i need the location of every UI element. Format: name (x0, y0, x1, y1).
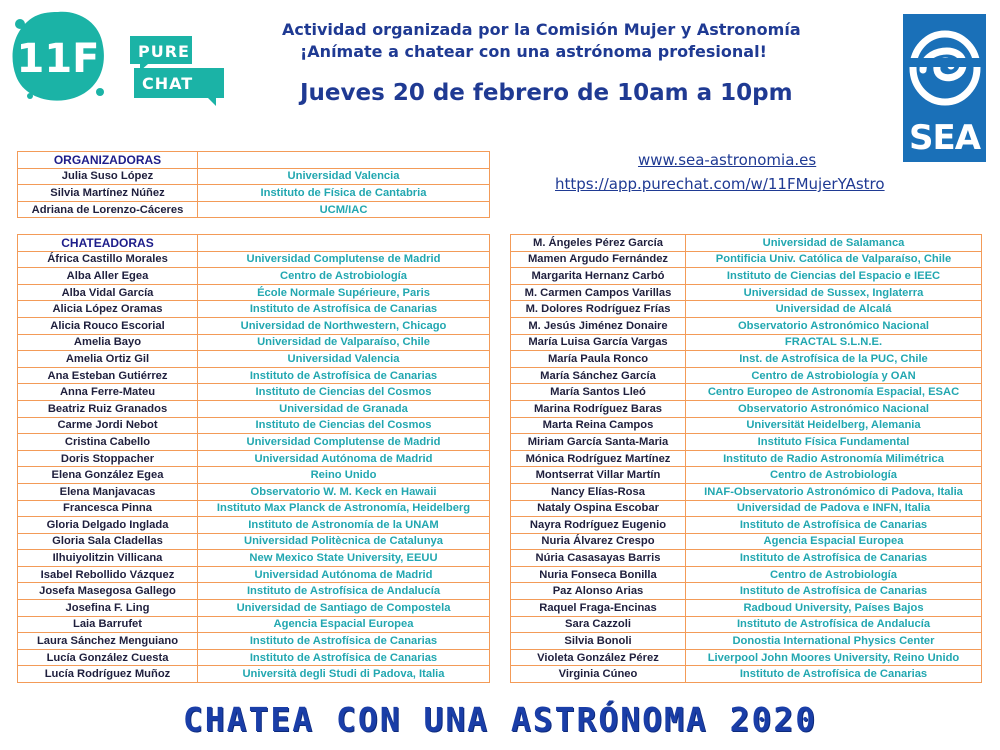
institution-name: Donostia International Physics Center (686, 633, 982, 650)
astronomer-name: Gloria Delgado Inglada (18, 517, 198, 534)
table-row (18, 450, 490, 467)
institution-name: Universidad de Padova e INFN, Italia (686, 500, 982, 517)
astronomer-name: Alicia López Oramas (18, 301, 198, 318)
institution-name: Instituto de Astrofísica de Andalucía (686, 616, 982, 633)
institution-name: Instituto de Astrofísica de Andalucía (198, 583, 490, 600)
institution-name: Instituto de Ciencias del Cosmos (198, 384, 490, 401)
astronomer-name: Mónica Rodríguez Martínez (511, 450, 686, 467)
table-row (511, 483, 982, 500)
organizadoras-table (17, 151, 490, 218)
astronomer-name: Nayra Rodríguez Eugenio (511, 517, 686, 534)
table-row (18, 284, 490, 301)
institution-name: Observatorio W. M. Keck en Hawaii (198, 483, 490, 500)
institution-name: Centro de Astrobiología y OAN (686, 367, 982, 384)
institution-name: Instituto de Ciencias del Cosmos (198, 417, 490, 434)
astronomer-name: Francesca Pinna (18, 500, 198, 517)
institution-name: Pontificia Univ. Católica de Valparaíso, Chile (686, 251, 982, 268)
event-date: Jueves 20 de febrero de 10am a 10pm (300, 80, 793, 106)
institution-name: INAF-Observatorio Astronómico di Padova, Italia (686, 483, 982, 500)
table-row (511, 666, 982, 683)
empty-cell (198, 235, 490, 252)
institution-name: Centro Europeo de Astronomía Espacial, ESAC (686, 384, 982, 401)
institution-name: Instituto Física Fundamental (686, 434, 982, 451)
astronomer-name: Ana Esteban Gutiérrez (18, 367, 198, 384)
11f-logo-text: 11F (16, 36, 100, 82)
table-row (511, 400, 982, 417)
table-row (511, 384, 982, 401)
institution-name: Universidad de Salamanca (686, 235, 982, 252)
table-row (511, 517, 982, 534)
table-row (18, 500, 490, 517)
table-row (18, 666, 490, 683)
institution-name: Universidad Valencia (198, 351, 490, 368)
table-row (18, 201, 490, 218)
institution-name: Centro de Astrobiología (686, 566, 982, 583)
11f-logo (8, 8, 108, 104)
institution-name: Universidad de Valparaíso, Chile (198, 334, 490, 351)
astronomer-name: M. Carmen Campos Varillas (511, 284, 686, 301)
sea-logo (903, 14, 986, 162)
table-row (511, 616, 982, 633)
table-row (18, 351, 490, 368)
astronomer-name: Ilhuiyolitzin Villicana (18, 550, 198, 567)
institution-name: Universidad Complutense de Madrid (198, 434, 490, 451)
galaxy-icon (903, 18, 986, 128)
table-row (511, 334, 982, 351)
astronomer-name: Nataly Ospina Escobar (511, 500, 686, 517)
astronomer-name: Silvia Martínez Núñez (18, 185, 198, 202)
chateadoras-table-right (510, 234, 982, 683)
astronomer-name: Alicia Rouco Escorial (18, 317, 198, 334)
astronomer-name: Elena Manjavacas (18, 483, 198, 500)
table-row (18, 384, 490, 401)
table-row (511, 450, 982, 467)
institution-name: Radboud University, Países Bajos (686, 600, 982, 617)
astronomer-name: Margarita Hernanz Carbó (511, 268, 686, 285)
table-row (18, 301, 490, 318)
table-row (511, 268, 982, 285)
footer-slogan: CHATEA CON UNA ASTRÓNOMA 2020 (182, 700, 818, 739)
astronomer-name: María Paula Ronco (511, 351, 686, 368)
table-row (511, 301, 982, 318)
table-row (511, 533, 982, 550)
institution-name: Inst. de Astrofísica de la PUC, Chile (686, 351, 982, 368)
table-row (18, 566, 490, 583)
institution-name: École Normale Supérieure, Paris (198, 284, 490, 301)
astronomer-name: Paz Alonso Arias (511, 583, 686, 600)
table-row (511, 235, 982, 252)
institution-name: Instituto de Astrofísica de Canarias (198, 633, 490, 650)
purechat-logo (130, 36, 225, 106)
institution-name: Instituto de Ciencias del Espacio e IEEC (686, 268, 982, 285)
header-invitation: ¡Anímate a chatear con una astrónoma profesional! (300, 42, 767, 61)
sea-logo-text: SEA (908, 118, 981, 158)
astronomer-name: Marina Rodríguez Baras (511, 400, 686, 417)
astronomer-name: Josefina F. Ling (18, 600, 198, 617)
purechat-line1: PURE (138, 42, 190, 61)
table-row (511, 317, 982, 334)
astronomer-name: Beatriz Ruiz Granados (18, 400, 198, 417)
organizadoras-heading: ORGANIZADORAS (18, 152, 198, 169)
astronomer-name: Carme Jordi Nebot (18, 417, 198, 434)
institution-name: Centro de Astrobiología (686, 467, 982, 484)
table-row (18, 251, 490, 268)
institution-name: Instituto de Astrofísica de Canarias (198, 649, 490, 666)
astronomer-name: Silvia Bonoli (511, 633, 686, 650)
institution-name: Reino Unido (198, 467, 490, 484)
astronomer-name: M. Jesús Jiménez Donaire (511, 317, 686, 334)
institution-name: Universidad de Northwestern, Chicago (198, 317, 490, 334)
institution-name: Universität Heidelberg, Alemania (686, 417, 982, 434)
astronomer-name: Cristina Cabello (18, 434, 198, 451)
table-row (511, 351, 982, 368)
astronomer-name: Elena González Egea (18, 467, 198, 484)
institution-name: Universidad de Alcalá (686, 301, 982, 318)
astronomer-name: Amelia Ortiz Gil (18, 351, 198, 368)
institution-name: Universidad Valencia (198, 168, 490, 185)
table-row (511, 367, 982, 384)
institution-name: UCM/IAC (198, 201, 490, 218)
astronomer-name: África Castillo Morales (18, 251, 198, 268)
table-header-row (18, 235, 490, 252)
institution-name: Universidad Complutense de Madrid (198, 251, 490, 268)
astronomer-name: Marta Reina Campos (511, 417, 686, 434)
table-header-row (18, 152, 490, 169)
chateadoras-table-left (17, 234, 490, 683)
table-row (18, 517, 490, 534)
table-row (511, 566, 982, 583)
institution-name: Instituto de Astrofísica de Canarias (686, 583, 982, 600)
astronomer-name: Alba Vidal García (18, 284, 198, 301)
table-row (511, 583, 982, 600)
table-row (18, 268, 490, 285)
astronomer-name: Montserrat Villar Martín (511, 467, 686, 484)
table-row (511, 434, 982, 451)
table-row (511, 600, 982, 617)
empty-cell (198, 152, 490, 169)
institution-name: Observatorio Astronómico Nacional (686, 400, 982, 417)
astronomer-name: Lucía Rodríguez Muñoz (18, 666, 198, 683)
institution-name: Universidad Autónoma de Madrid (198, 566, 490, 583)
institution-name: New Mexico State University, EEUU (198, 550, 490, 567)
table-row (511, 417, 982, 434)
table-row (18, 483, 490, 500)
table-row (511, 649, 982, 666)
astronomer-name: Nuria Álvarez Crespo (511, 533, 686, 550)
table-row (18, 633, 490, 650)
table-row (18, 334, 490, 351)
astronomer-name: Violeta González Pérez (511, 649, 686, 666)
table-row (18, 400, 490, 417)
table-row (18, 434, 490, 451)
institution-name: Instituto de Física de Cantabria (198, 185, 490, 202)
institution-name: Università degli Studi di Padova, Italia (198, 666, 490, 683)
table-row (18, 168, 490, 185)
table-row (511, 467, 982, 484)
astronomer-name: Laia Barrufet (18, 616, 198, 633)
table-row (18, 616, 490, 633)
astronomer-name: Nancy Elías-Rosa (511, 483, 686, 500)
table-row (18, 649, 490, 666)
astronomer-name: Lucía González Cuesta (18, 649, 198, 666)
institution-name: Observatorio Astronómico Nacional (686, 317, 982, 334)
table-row (18, 317, 490, 334)
table-row (511, 550, 982, 567)
astronomer-name: Isabel Rebollido Vázquez (18, 566, 198, 583)
table-row (511, 500, 982, 517)
institution-name: Instituto Max Planck de Astronomía, Heidelberg (198, 500, 490, 517)
table-row (18, 367, 490, 384)
header-organized-by: Actividad organizada por la Comisión Mujer y Astronomía (282, 20, 801, 39)
astronomer-name: María Sánchez García (511, 367, 686, 384)
institution-name: Universidad de Santiago de Compostela (198, 600, 490, 617)
astronomer-name: Laura Sánchez Menguiano (18, 633, 198, 650)
institution-name: FRACTAL S.L.N.E. (686, 334, 982, 351)
astronomer-name: Anna Ferre-Mateu (18, 384, 198, 401)
institution-name: Instituto de Astrofísica de Canarias (686, 550, 982, 567)
astronomer-name: Julia Suso López (18, 168, 198, 185)
institution-name: Instituto de Astrofísica de Canarias (686, 666, 982, 683)
astronomer-name: Alba Aller Egea (18, 268, 198, 285)
institution-name: Instituto de Astrofísica de Canarias (198, 367, 490, 384)
institution-name: Agencia Espacial Europea (686, 533, 982, 550)
institution-name: Centro de Astrobiología (198, 268, 490, 285)
table-row (511, 633, 982, 650)
table-row (18, 185, 490, 202)
purechat-link[interactable]: https://app.purechat.com/w/11FMujerYAstro (555, 175, 885, 193)
astronomer-name: M. Dolores Rodríguez Frías (511, 301, 686, 318)
astronomer-name: Gloria Sala Cladellas (18, 533, 198, 550)
astronomer-name: Mamen Argudo Fernández (511, 251, 686, 268)
institution-name: Universidad Politècnica de Catalunya (198, 533, 490, 550)
institution-name: Agencia Espacial Europea (198, 616, 490, 633)
astronomer-name: Amelia Bayo (18, 334, 198, 351)
astronomer-name: María Luisa García Vargas (511, 334, 686, 351)
institution-name: Liverpool John Moores University, Reino Unido (686, 649, 982, 666)
astronomer-name: Raquel Fraga-Encinas (511, 600, 686, 617)
institution-name: Universidad de Granada (198, 400, 490, 417)
astronomer-name: M. Ángeles Pérez García (511, 235, 686, 252)
institution-name: Instituto de Radio Astronomía Milimétrica (686, 450, 982, 467)
purechat-line2: CHAT (142, 74, 194, 93)
astronomer-name: Adriana de Lorenzo-Cáceres (18, 201, 198, 218)
table-row (18, 600, 490, 617)
sea-website-link[interactable]: www.sea-astronomia.es (638, 151, 817, 169)
table-row (18, 583, 490, 600)
astronomer-name: Núria Casasayas Barris (511, 550, 686, 567)
chateadoras-heading: CHATEADORAS (18, 235, 198, 252)
table-row (511, 284, 982, 301)
astronomer-name: Virginia Cúneo (511, 666, 686, 683)
institution-name: Universidad de Sussex, Inglaterra (686, 284, 982, 301)
table-row (511, 251, 982, 268)
table-row (18, 550, 490, 567)
table-row (18, 417, 490, 434)
table-row (18, 467, 490, 484)
astronomer-name: Josefa Masegosa Gallego (18, 583, 198, 600)
institution-name: Instituto de Astronomía de la UNAM (198, 517, 490, 534)
astronomer-name: Doris Stoppacher (18, 450, 198, 467)
astronomer-name: María Santos Lleó (511, 384, 686, 401)
table-row (18, 533, 490, 550)
astronomer-name: Miriam García Santa-Maria (511, 434, 686, 451)
astronomer-name: Sara Cazzoli (511, 616, 686, 633)
institution-name: Universidad Autónoma de Madrid (198, 450, 490, 467)
astronomer-name: Nuria Fonseca Bonilla (511, 566, 686, 583)
institution-name: Instituto de Astrofísica de Canarias (686, 517, 982, 534)
institution-name: Instituto de Astrofísica de Canarias (198, 301, 490, 318)
